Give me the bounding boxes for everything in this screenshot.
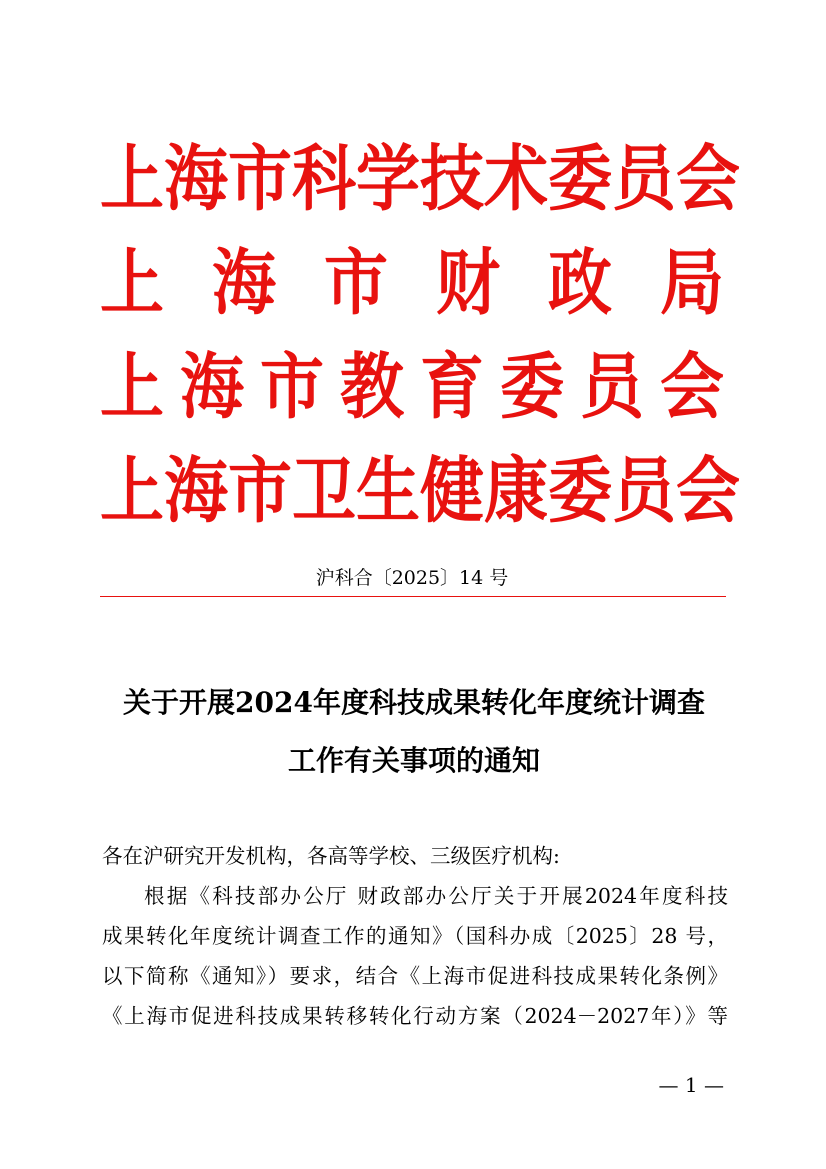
org-char: 海	[180, 346, 244, 430]
notice-title	[96, 674, 732, 790]
org-char: 学	[356, 138, 420, 222]
org-char: 生	[356, 450, 420, 534]
org-char: 委	[548, 450, 612, 534]
org-char: 会	[660, 346, 724, 430]
notice-title-line-2: 工作有关事项的通知	[287, 744, 540, 777]
org-char: 会	[676, 138, 740, 222]
org-char: 局	[660, 242, 724, 326]
org-char: 术	[484, 138, 548, 222]
org-char: 上	[100, 138, 164, 222]
org-char: 上	[100, 450, 164, 534]
org-char: 市	[228, 450, 292, 534]
org-char: 康	[484, 450, 548, 534]
org-char: 委	[548, 138, 612, 222]
org-line-education-commission	[100, 336, 724, 440]
org-char: 育	[420, 346, 484, 430]
org-char: 市	[260, 346, 324, 430]
paragraph-line-4: 《上海市促进科技成果转移转化行动方案（2024－2027年）》等	[102, 1004, 728, 1028]
paragraph-line-1: 根据《科技部办公厅 财政部办公厅关于开展2024年度科技	[144, 884, 728, 908]
org-line-science-commission	[100, 128, 740, 232]
org-char: 海	[164, 138, 228, 222]
org-char: 上	[100, 242, 164, 326]
paragraph-line-3: 以下简称《通知》）要求，结合《上海市促进科技成果转化条例》	[102, 964, 728, 988]
org-char: 技	[420, 138, 484, 222]
org-char: 卫	[292, 450, 356, 534]
org-line-health-commission	[100, 440, 740, 544]
org-char: 员	[612, 450, 676, 534]
org-char: 员	[580, 346, 644, 430]
red-divider-line	[100, 596, 726, 597]
document-number: 沪科合〔2025〕14 号	[315, 567, 509, 589]
org-char: 政	[548, 242, 612, 326]
addressee: 各在沪研究开发机构，各高等学校、三级医疗机构:	[102, 844, 560, 868]
org-char: 员	[612, 138, 676, 222]
org-char: 市	[324, 242, 388, 326]
org-char: 委	[500, 346, 564, 430]
org-char: 财	[436, 242, 500, 326]
org-char: 科	[292, 138, 356, 222]
org-char: 上	[100, 346, 164, 430]
org-char: 海	[164, 450, 228, 534]
page-number: — 1 —	[658, 1073, 724, 1097]
notice-body	[102, 836, 728, 1036]
org-char: 健	[420, 450, 484, 534]
notice-title-line-1: 关于开展2024年度科技成果转化年度统计调查	[123, 686, 705, 719]
org-char: 市	[228, 138, 292, 222]
paragraph-line-2: 成果转化年度统计调查工作的通知》（国科办成〔2025〕28 号，	[102, 924, 728, 948]
issuing-organizations	[100, 128, 740, 544]
org-char: 海	[212, 242, 276, 326]
org-line-finance-bureau	[100, 232, 724, 336]
org-char: 会	[676, 450, 740, 534]
org-char: 教	[340, 346, 404, 430]
